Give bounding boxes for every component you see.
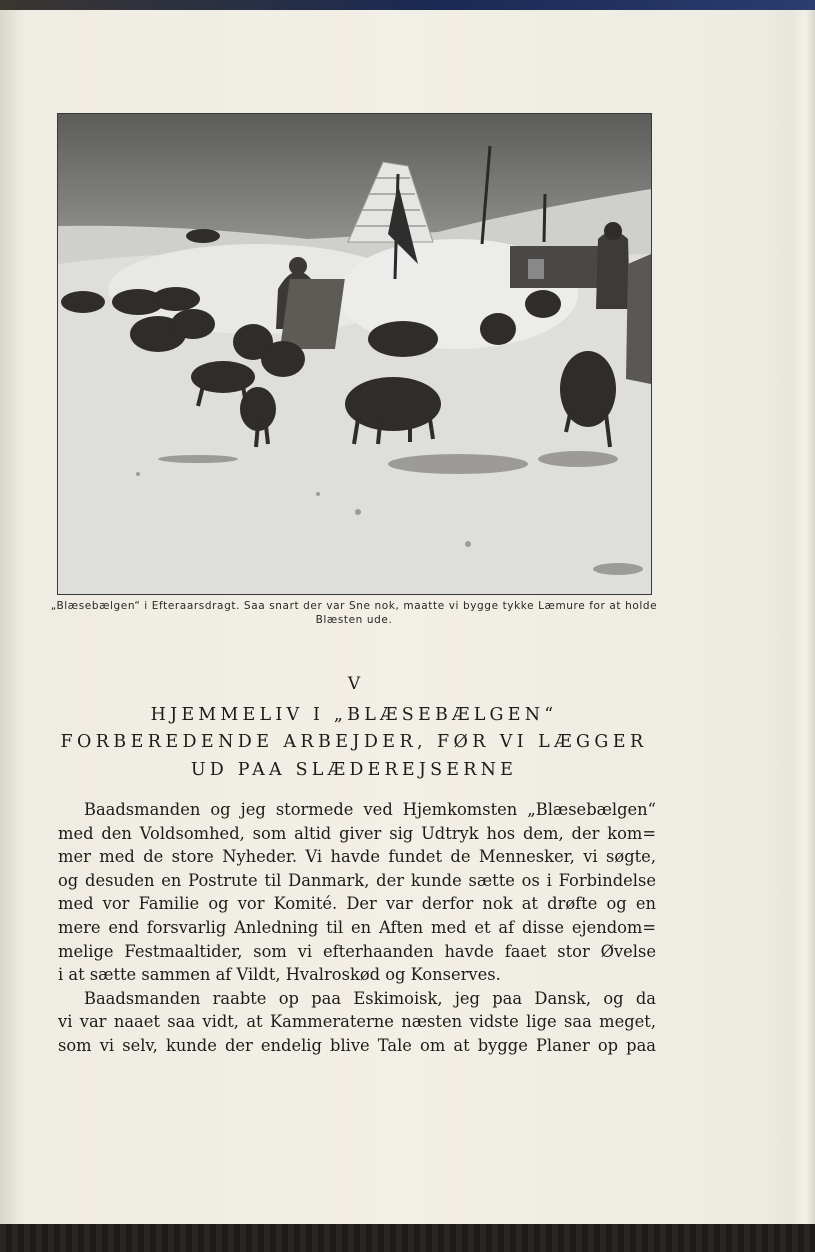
caption-line-2: Blæsten ude.: [315, 614, 393, 626]
body-line: mer med de store Nyheder. Vi havde fundet de Mennesker, vi søgte,: [58, 847, 656, 867]
body-line: som vi selv, kunde der endelig blive Tale om at bygge Planer op paa: [58, 1035, 656, 1055]
chapter-number: V: [347, 674, 361, 694]
chapter-title-line-3: UD PAA SLÆDEREJSERNE: [190, 760, 518, 780]
body-line: melige Festmaaltider, som vi efterhaanden havde faaet stor Øvelse: [58, 941, 656, 961]
body-line: vi var naaet saa vidt, at Kammeraterne næsten vidste lige saa meget,: [58, 1012, 656, 1032]
body-line: mere end forsvarlig Anledning til en Aften med et af disse ejendom=: [58, 917, 656, 937]
body-text: [58, 798, 656, 1058]
body-line: Baadsmanden og jeg stormede ved Hjemkomsten „Blæsebælgen“: [84, 800, 656, 819]
page-right-edge: [792, 10, 815, 1226]
body-line: i at sætte sammen af Vildt, Hvalroskød og Konserves.: [58, 965, 501, 985]
photo-sled-dogs-camp: [57, 113, 652, 595]
chapter-title-line-1: HJEMMELIV I „BLÆSEBÆLGEN“: [150, 705, 558, 725]
body-line: og desuden en Postrute til Danmark, der kunde sætte os i Forbindelse: [58, 870, 656, 890]
body-line: med vor Familie og vor Komité. Der var derfor nok at drøfte og en: [58, 894, 656, 914]
body-line: Baadsmanden raabte op paa Eskimoisk, jeg paa Dansk, og da: [84, 988, 656, 1008]
caption-line-1: „Blæsebælgen“ i Efteraarsdragt. Saa snart der var Sne nok, maatte vi bygge tykke Læmure for at holde: [50, 600, 658, 612]
body-line: med den Voldsomhed, som altid giver sig Udtryk hos dem, der kom=: [58, 823, 656, 843]
photo-icon: [58, 114, 651, 594]
photo-caption: [50, 599, 658, 627]
book-bottom-edge: [0, 1224, 815, 1252]
chapter-title-line-2: FORBEREDENDE ARBEJDER, FØR VI LÆGGER: [60, 732, 648, 752]
